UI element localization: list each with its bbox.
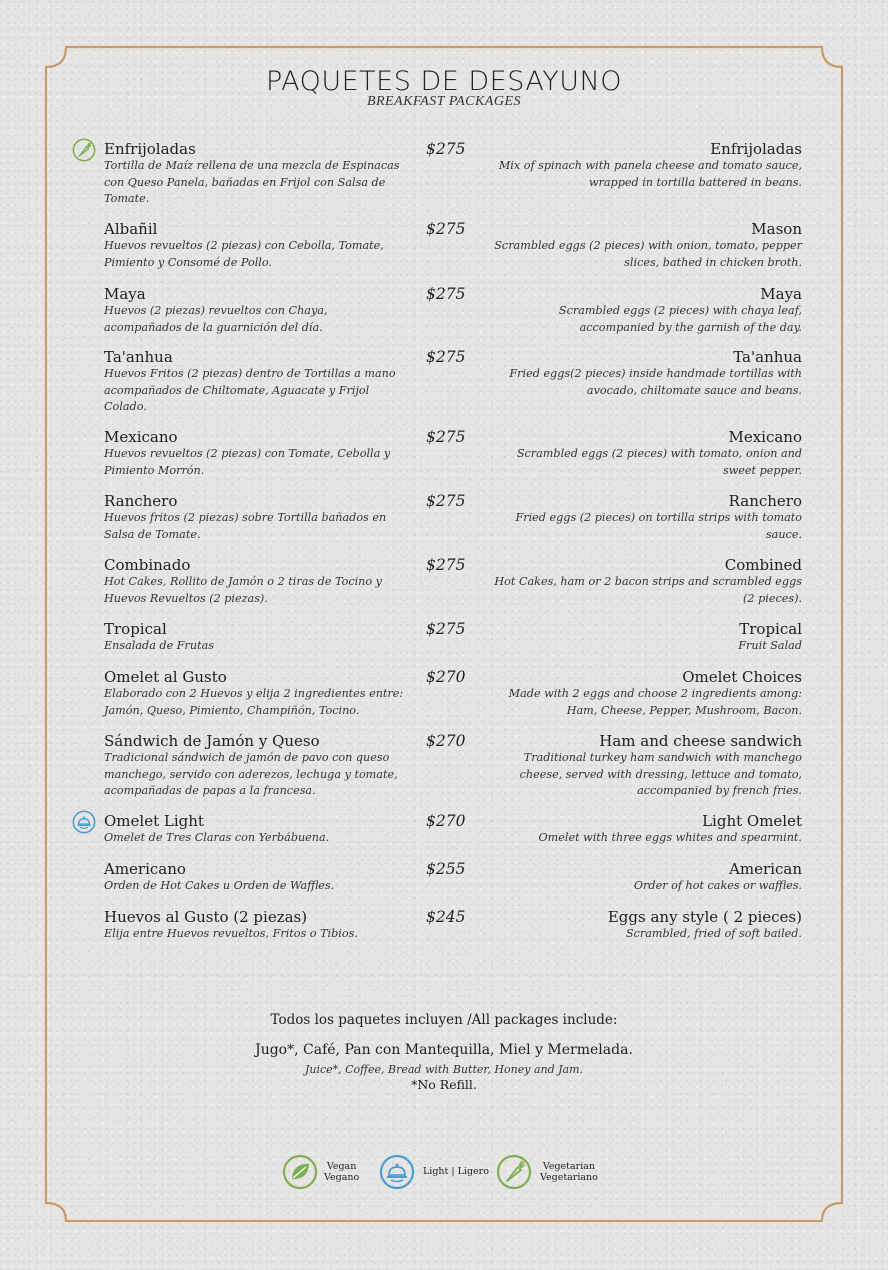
item-desc-es: Hot Cakes, Rollito de Jamón o 2 tiras de Tocino y Huevos Revueltos (2 piezas). — [104, 575, 382, 605]
item-desc-en: Scrambled eggs (2 pieces) with chaya leaf, accompanied by the garnish of the day. — [558, 304, 802, 334]
page-title: PAQUETES DE DESAYUNO — [266, 66, 622, 97]
item-name-es: Maya — [104, 285, 146, 303]
legend-vegan-text: Vegan Vegano — [324, 1161, 360, 1183]
item-price: $275 — [426, 492, 466, 510]
includes-label: Todos los paquetes incluyen /All packages include: — [270, 1012, 618, 1028]
item-price: $270 — [426, 668, 466, 686]
item-price: $275 — [426, 428, 466, 446]
vegetarian-icon — [496, 1154, 532, 1190]
item-desc-es: Elaborado con 2 Huevos y elija 2 ingredientes entre: Jamón, Queso, Pimiento, Champiñón, Tocino. — [104, 687, 404, 717]
legend-light-text: Light | Ligero — [423, 1166, 489, 1177]
item-price: $275 — [426, 140, 466, 158]
item-desc-en: Fried eggs (2 pieces) on tortilla strips with tomato sauce. — [515, 511, 802, 541]
legend — [0, 1152, 888, 1192]
item-desc-es: Huevos revueltos (2 piezas) con Tomate, Cebolla y Pimiento Morrón. — [104, 447, 391, 477]
item-name-es: Albañil — [104, 220, 158, 238]
item-desc-es: Huevos (2 piezas) revueltos con Chaya, acompañados de la guarnición del día. — [104, 304, 328, 334]
item-desc-en: Scrambled, fried of soft bailed. — [625, 927, 802, 940]
vegan-icon — [282, 1154, 318, 1190]
item-name-en: Enfrijoladas — [710, 140, 802, 158]
item-name-es: Ta'anhua — [104, 348, 173, 366]
item-desc-en: Hot Cakes, ham or 2 bacon strips and scrambled eggs (2 pieces). — [494, 575, 802, 605]
item-desc-es: Huevos fritos (2 piezas) sobre Tortilla bañados en Salsa de Tomate. — [104, 511, 387, 541]
item-desc-es: Ensalada de Frutas — [104, 639, 214, 652]
no-refill-note: *No Refill. — [411, 1077, 477, 1092]
item-price: $275 — [426, 620, 466, 638]
item-name-en: Ta'anhua — [733, 348, 802, 366]
item-price: $275 — [426, 285, 466, 303]
item-desc-en: Omelet with three eggs whites and spearmint. — [538, 831, 802, 844]
item-desc-en: Mix of spinach with panela cheese and tomato sauce, wrapped in tortilla battered in beans. — [498, 159, 802, 189]
item-desc-es: Huevos Fritos (2 piezas) dentro de Tortillas a mano acompañados de Chiltomate, Aguacate y Frijol Colado. — [104, 367, 396, 414]
item-name-es: Combinado — [104, 556, 191, 574]
item-price: $275 — [426, 220, 466, 238]
item-name-es: Huevos al Gusto (2 piezas) — [104, 908, 308, 926]
item-price: $245 — [426, 908, 466, 926]
item-desc-es: Orden de Hot Cakes u Orden de Waffles. — [104, 879, 335, 892]
item-desc-es: Omelet de Tres Claras con Yerbábuena. — [104, 831, 330, 844]
item-name-es: Americano — [104, 860, 186, 878]
item-name-en: Combined — [724, 556, 802, 574]
item-name-en: Mexicano — [728, 428, 802, 446]
vegetarian-icon — [72, 138, 96, 162]
item-price: $275 — [426, 556, 466, 574]
item-name-en: Omelet Choices — [682, 668, 802, 686]
item-price: $270 — [426, 812, 466, 830]
page-subtitle: BREAKFAST PACKAGES — [366, 94, 522, 109]
includes-english: Juice*, Coffee, Bread with Butter, Honey and Jam. — [304, 1063, 584, 1076]
item-name-en: Tropical — [739, 620, 802, 638]
item-desc-en: Scrambled eggs (2 pieces) with tomato, onion and sweet pepper. — [516, 447, 802, 477]
item-desc-en: Made with 2 eggs and choose 2 ingredients among: Ham, Cheese, Pepper, Mushroom, Bacon. — [508, 687, 802, 717]
item-name-es: Tropical — [104, 620, 167, 638]
item-desc-en: Order of hot cakes or waffles. — [633, 879, 802, 892]
item-name-es: Sándwich de Jamón y Queso — [104, 732, 320, 750]
item-desc-en: Fruit Salad — [738, 639, 802, 652]
item-name-en: Mason — [751, 220, 802, 238]
item-desc-en: Traditional turkey ham sandwich with manchego cheese, served with dressing, lettuce and tomato, accompanied by french fries. — [519, 751, 802, 798]
light-icon — [379, 1154, 415, 1190]
item-desc-en: Fried eggs(2 pieces) inside handmade tortillas with avocado, chiltomate sauce and beans. — [509, 367, 802, 397]
item-name-en: Ham and cheese sandwich — [599, 732, 802, 750]
item-desc-en: Scrambled eggs (2 pieces) with onion, tomato, pepper slices, bathed in chicken broth. — [494, 239, 802, 269]
item-name-es: Omelet Light — [104, 812, 204, 830]
item-name-es: Omelet al Gusto — [104, 668, 227, 686]
item-desc-es: Tortilla de Maíz rellena de una mezcla de Espinacas con Queso Panela, bañadas en Frijol con Salsa de Tomate. — [104, 159, 400, 206]
item-name-en: Maya — [760, 285, 802, 303]
item-name-es: Ranchero — [104, 492, 178, 510]
item-desc-es: Huevos revueltos (2 piezas) con Cebolla, Tomate, Pimiento y Consomé de Pollo. — [104, 239, 384, 269]
item-name-en: Eggs any style ( 2 pieces) — [607, 908, 802, 926]
item-name-en: Light Omelet — [702, 812, 802, 830]
item-name-es: Enfrijoladas — [104, 140, 196, 158]
item-price: $275 — [426, 348, 466, 366]
item-price: $255 — [426, 860, 466, 878]
includes-spanish: Jugo*, Café, Pan con Mantequilla, Miel y Mermelada. — [255, 1042, 633, 1058]
item-desc-es: Elija entre Huevos revueltos, Fritos o Tibios. — [104, 927, 358, 940]
item-name-en: American — [729, 860, 802, 878]
light-icon — [72, 810, 96, 834]
item-name-es: Mexicano — [104, 428, 178, 446]
item-name-en: Ranchero — [728, 492, 802, 510]
item-desc-es: Tradicional sándwich de jamón de pavo con queso manchego, servido con aderezos, lechuga y tomate, acompañadas de papas a la francesa. — [104, 751, 398, 798]
item-price: $270 — [426, 732, 466, 750]
legend-vegetarian-text: Vegetarian Vegetariano — [540, 1161, 598, 1183]
